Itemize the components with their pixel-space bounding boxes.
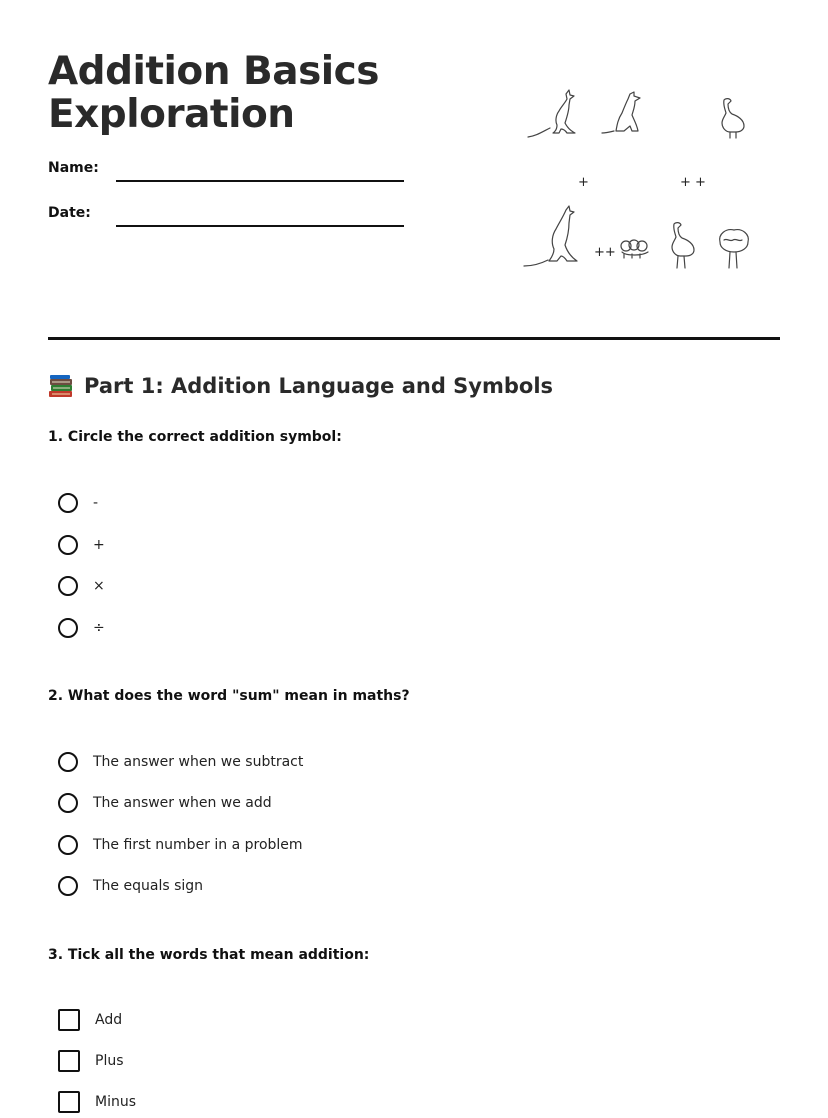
radio-button[interactable] bbox=[58, 576, 78, 596]
plus-sign: ++ bbox=[594, 245, 616, 260]
q1-option-4[interactable] bbox=[58, 616, 105, 640]
q3-option-1[interactable] bbox=[58, 1008, 122, 1032]
emu-icon bbox=[722, 99, 744, 138]
title-line-2: Exploration bbox=[48, 92, 295, 137]
plus-sign: + bbox=[578, 175, 589, 190]
option-label: Minus bbox=[95, 1094, 137, 1110]
option-label: The equals sign bbox=[93, 878, 204, 894]
kangaroo-icon bbox=[602, 92, 640, 133]
page-title bbox=[48, 50, 488, 136]
radio-button[interactable] bbox=[58, 752, 78, 772]
kangaroo-icon bbox=[528, 90, 575, 137]
q1-option-3[interactable] bbox=[58, 574, 105, 598]
q2-option-1[interactable] bbox=[58, 750, 303, 774]
option-label: The answer when we subtract bbox=[93, 754, 304, 770]
question-3: 3. Tick all the words that mean addition: bbox=[48, 947, 370, 963]
checkbox[interactable] bbox=[58, 1091, 80, 1113]
question-1: 1. Circle the correct addition symbol: bbox=[48, 429, 342, 445]
q2-option-4[interactable] bbox=[58, 874, 203, 898]
plus-sign: + + bbox=[680, 175, 706, 190]
books-icon bbox=[48, 374, 74, 398]
option-label: The first number in a problem bbox=[93, 837, 303, 853]
name-label: Name: bbox=[48, 160, 99, 176]
option-label: Add bbox=[95, 1012, 123, 1028]
option-label: + bbox=[93, 537, 105, 553]
radio-button[interactable] bbox=[58, 835, 78, 855]
name-line[interactable] bbox=[116, 180, 404, 182]
title-line-1: Addition Basics bbox=[48, 49, 379, 94]
part-1-title: Part 1: Addition Language and Symbols bbox=[84, 374, 554, 398]
radio-button[interactable] bbox=[58, 793, 78, 813]
addition-illustration bbox=[520, 84, 770, 280]
checkbox[interactable] bbox=[58, 1050, 80, 1072]
q3-option-2[interactable] bbox=[58, 1049, 124, 1073]
radio-button[interactable] bbox=[58, 876, 78, 896]
option-label: Plus bbox=[95, 1053, 124, 1069]
part-1-heading bbox=[48, 374, 553, 398]
date-field[interactable] bbox=[48, 205, 408, 235]
option-label: × bbox=[93, 578, 105, 594]
q3-option-3[interactable] bbox=[58, 1090, 136, 1114]
option-label: ÷ bbox=[93, 620, 105, 636]
q2-option-3[interactable] bbox=[58, 833, 303, 857]
radio-button[interactable] bbox=[58, 493, 78, 513]
question-2: 2. What does the word "sum" mean in maths? bbox=[48, 688, 410, 704]
emu-icon bbox=[672, 223, 694, 268]
emu-icon bbox=[720, 230, 749, 268]
date-label: Date: bbox=[48, 205, 91, 221]
checkbox[interactable] bbox=[58, 1009, 80, 1031]
koala-icon bbox=[621, 240, 648, 258]
option-label: - bbox=[93, 495, 99, 511]
date-line[interactable] bbox=[116, 225, 404, 227]
section-divider bbox=[48, 337, 780, 340]
name-field[interactable] bbox=[48, 160, 408, 190]
q1-option-2[interactable] bbox=[58, 533, 105, 557]
option-label: The answer when we add bbox=[93, 795, 272, 811]
q2-option-2[interactable] bbox=[58, 791, 272, 815]
radio-button[interactable] bbox=[58, 535, 78, 555]
radio-button[interactable] bbox=[58, 618, 78, 638]
kangaroo-icon bbox=[524, 206, 577, 266]
q1-option-1[interactable] bbox=[58, 491, 98, 515]
